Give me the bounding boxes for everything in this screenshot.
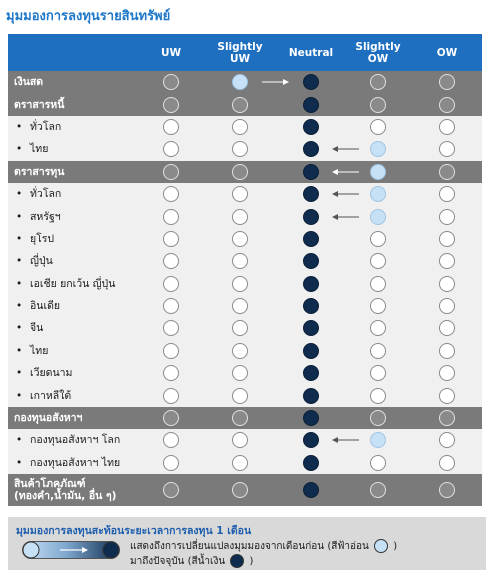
view-indicator-circle — [163, 119, 179, 135]
view-indicator-circle — [232, 432, 248, 448]
view-indicator-circle — [370, 74, 386, 90]
view-indicator-circle — [439, 74, 455, 90]
row-label — [16, 143, 48, 155]
legend-line-2 — [130, 554, 253, 569]
view-indicator-circle — [370, 119, 386, 135]
view-indicator-circle — [163, 141, 179, 157]
legend-title: มุมมองการลงทุนสะท้อนระยะเวลาการลงทุน 1 เดือน — [16, 525, 252, 537]
view-indicator-circle — [232, 74, 248, 90]
view-indicator-circle — [439, 298, 455, 314]
view-indicator-circle — [163, 388, 179, 404]
asset-row — [8, 340, 482, 362]
view-indicator-circle — [232, 320, 248, 336]
view-indicator-circle — [439, 253, 455, 269]
row-label-text: ไทย — [30, 143, 49, 156]
view-indicator-circle — [439, 365, 455, 381]
view-indicator-circle — [439, 164, 455, 180]
row-label — [14, 478, 116, 502]
view-indicator-circle — [439, 186, 455, 202]
view-indicator-circle — [232, 253, 248, 269]
view-indicator-circle — [303, 482, 319, 498]
view-indicator-circle — [303, 119, 319, 135]
view-indicator-circle — [232, 97, 248, 113]
view-indicator-circle — [232, 343, 248, 359]
arrow-left-icon — [332, 436, 360, 444]
view-indicator-circle — [163, 410, 179, 426]
view-indicator-circle — [370, 455, 386, 471]
row-label-text: ทั่วโลก — [30, 188, 62, 201]
legend-line-1-text: แสดงถึงการเปลี่ยนแปลงมุมมองจากเดือนก่อน (สีฟ้าอ่อน — [130, 541, 369, 552]
view-indicator-circle — [370, 253, 386, 269]
view-indicator-circle — [232, 231, 248, 247]
view-indicator-circle — [439, 482, 455, 498]
bullet-icon: • — [16, 277, 23, 290]
column-header-uw: UW — [160, 46, 182, 59]
view-indicator-circle — [303, 410, 319, 426]
category-row — [8, 71, 482, 93]
row-label — [14, 99, 64, 111]
view-indicator-circle — [439, 231, 455, 247]
view-indicator-circle — [303, 97, 319, 113]
view-indicator-circle — [439, 410, 455, 426]
row-label-text: สินค้าโภคภัณฑ์ (ทองคำ,น้ำมัน, อื่น ๆ) — [14, 478, 117, 503]
view-indicator-circle — [163, 231, 179, 247]
view-indicator-circle — [303, 231, 319, 247]
view-indicator-circle — [232, 298, 248, 314]
bullet-icon: • — [16, 434, 23, 447]
bullet-icon: • — [16, 143, 23, 156]
row-label-text: กองทุนอสังหาฯ ไทย — [30, 456, 121, 469]
view-indicator-circle — [303, 298, 319, 314]
bullet-icon: • — [16, 322, 23, 335]
view-indicator-circle — [370, 97, 386, 113]
view-indicator-circle — [232, 119, 248, 135]
asset-row — [8, 183, 482, 205]
asset-row — [8, 295, 482, 317]
bullet-icon: • — [16, 210, 23, 223]
view-indicator-circle — [439, 209, 455, 225]
view-indicator-circle — [163, 482, 179, 498]
view-indicator-circle — [370, 186, 386, 202]
view-indicator-circle — [163, 74, 179, 90]
view-indicator-circle — [232, 455, 248, 471]
bullet-icon: • — [16, 456, 23, 469]
arrow-right-icon — [261, 78, 289, 86]
view-indicator-circle — [232, 410, 248, 426]
bullet-icon: • — [16, 300, 23, 313]
column-header-slightly-ow: Slightly OW — [355, 40, 401, 65]
asset-row — [8, 228, 482, 250]
view-indicator-circle — [370, 141, 386, 157]
row-label — [16, 300, 60, 312]
legend-line-1-close: ) — [393, 541, 398, 552]
view-indicator-circle — [439, 388, 455, 404]
view-indicator-circle — [232, 365, 248, 381]
view-indicator-circle — [370, 482, 386, 498]
row-label — [16, 188, 61, 200]
asset-row — [8, 384, 482, 406]
row-label — [16, 434, 120, 446]
view-indicator-circle — [163, 209, 179, 225]
category-row — [8, 93, 482, 115]
view-indicator-circle — [439, 119, 455, 135]
view-indicator-circle — [439, 320, 455, 336]
view-indicator-circle — [370, 209, 386, 225]
legend-line-1 — [130, 539, 397, 554]
view-indicator-circle — [439, 97, 455, 113]
view-indicator-circle — [232, 164, 248, 180]
row-label-text: ไทย — [30, 344, 49, 357]
column-header-ow: OW — [436, 46, 458, 59]
bullet-icon: • — [16, 389, 23, 402]
arrow-left-icon — [332, 168, 360, 176]
view-indicator-circle — [163, 365, 179, 381]
asset-row — [8, 250, 482, 272]
asset-row — [8, 362, 482, 384]
legend-box — [8, 517, 486, 570]
view-indicator-circle — [439, 276, 455, 292]
asset-row — [8, 317, 482, 339]
view-indicator-circle — [439, 141, 455, 157]
asset-row — [8, 452, 482, 474]
row-label — [16, 367, 72, 379]
row-label — [14, 412, 82, 424]
view-indicator-circle — [303, 320, 319, 336]
row-label-text: เวียดนาม — [30, 367, 73, 380]
view-indicator-circle — [232, 276, 248, 292]
asset-rows — [8, 71, 482, 506]
row-label-text: เงินสด — [14, 76, 44, 89]
view-indicator-circle — [303, 276, 319, 292]
view-indicator-circle — [370, 410, 386, 426]
column-header-slightly-uw: Slightly UW — [217, 40, 263, 65]
view-indicator-circle — [303, 432, 319, 448]
view-indicator-circle — [439, 455, 455, 471]
view-indicator-circle — [370, 320, 386, 336]
view-indicator-circle — [163, 455, 179, 471]
legend-line-2-text: มาถึงปัจจุบัน (สีน้ำเงิน — [130, 556, 226, 567]
row-label — [16, 390, 71, 402]
row-label — [16, 233, 54, 245]
row-label — [16, 121, 61, 133]
row-label-text: ตราสารทุน — [14, 165, 65, 178]
asset-row — [8, 116, 482, 138]
view-indicator-circle — [303, 343, 319, 359]
category-row — [8, 161, 482, 183]
view-indicator-circle — [370, 388, 386, 404]
view-indicator-circle — [163, 253, 179, 269]
view-indicator-circle — [370, 164, 386, 180]
bullet-icon: • — [16, 367, 23, 380]
row-label-text: กองทุนอสังหาฯ โลก — [30, 434, 121, 447]
bullet-icon: • — [16, 255, 23, 268]
row-label-text: กองทุนอสังหาฯ — [14, 412, 83, 425]
arrow-left-icon — [332, 145, 360, 153]
view-indicator-circle — [232, 482, 248, 498]
view-indicator-circle — [303, 209, 319, 225]
view-indicator-circle — [303, 365, 319, 381]
row-label — [14, 76, 43, 88]
asset-row — [8, 138, 482, 160]
row-label-text: เกาหลีใต้ — [30, 389, 72, 402]
view-indicator-circle — [370, 298, 386, 314]
asset-view-grid — [8, 34, 482, 506]
row-label-text: จีน — [30, 322, 44, 335]
row-label — [16, 255, 53, 267]
view-indicator-circle — [303, 253, 319, 269]
view-indicator-circle — [163, 432, 179, 448]
row-label — [16, 211, 61, 223]
asset-row — [8, 429, 482, 451]
row-label-text: เอเชีย ยกเว้น ญี่ปุ่น — [30, 277, 116, 290]
navy-circle-icon — [230, 554, 244, 568]
row-label — [16, 322, 43, 334]
light-blue-circle-icon — [374, 539, 388, 553]
column-header-row — [8, 34, 482, 71]
category-row — [8, 474, 482, 506]
view-indicator-circle — [439, 432, 455, 448]
bullet-icon: • — [16, 232, 23, 245]
view-indicator-circle — [163, 343, 179, 359]
view-indicator-circle — [232, 186, 248, 202]
view-indicator-circle — [303, 186, 319, 202]
view-indicator-circle — [163, 97, 179, 113]
view-indicator-circle — [303, 164, 319, 180]
view-indicator-circle — [163, 164, 179, 180]
legend-line-2-close: ) — [249, 556, 254, 567]
arrow-left-icon — [332, 213, 360, 221]
view-indicator-circle — [303, 141, 319, 157]
view-indicator-circle — [232, 388, 248, 404]
view-indicator-circle — [370, 432, 386, 448]
view-indicator-circle — [370, 231, 386, 247]
row-label-text: ตราสารหนี้ — [14, 98, 65, 111]
asset-row — [8, 205, 482, 227]
row-label-text: ยุโรป — [30, 232, 55, 245]
view-indicator-circle — [232, 141, 248, 157]
view-indicator-circle — [303, 74, 319, 90]
view-indicator-circle — [439, 343, 455, 359]
category-row — [8, 407, 482, 429]
view-indicator-circle — [303, 455, 319, 471]
bullet-icon: • — [16, 120, 23, 133]
view-indicator-circle — [163, 186, 179, 202]
view-indicator-circle — [163, 298, 179, 314]
view-indicator-circle — [232, 209, 248, 225]
row-label-text: สหรัฐฯ — [30, 210, 61, 223]
view-indicator-circle — [163, 320, 179, 336]
view-indicator-circle — [370, 365, 386, 381]
view-indicator-circle — [163, 276, 179, 292]
legend-gradient-swatch — [22, 541, 120, 559]
row-label — [16, 345, 48, 357]
page-title: มุมมองการลงทุนรายสินทรัพย์ — [6, 9, 171, 24]
row-label — [16, 278, 115, 290]
row-label-text: อินเดีย — [30, 300, 61, 313]
row-label — [16, 457, 120, 469]
row-label-text: ทั่วโลก — [30, 120, 62, 133]
view-indicator-circle — [370, 276, 386, 292]
bullet-icon: • — [16, 344, 23, 357]
row-label — [14, 166, 64, 178]
view-indicator-circle — [370, 343, 386, 359]
asset-row — [8, 273, 482, 295]
view-indicator-circle — [303, 388, 319, 404]
row-label-text: ญี่ปุ่น — [30, 255, 53, 268]
bullet-icon: • — [16, 188, 23, 201]
column-header-neutral: Neutral — [288, 46, 334, 59]
arrow-left-icon — [332, 190, 360, 198]
